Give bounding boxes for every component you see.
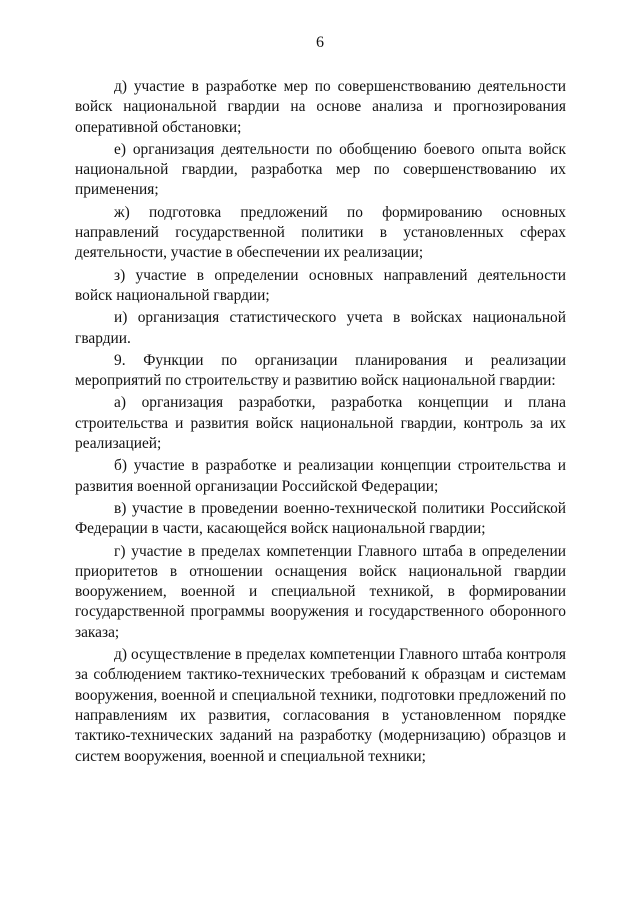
paragraph-item-d-2: д) осуществление в пределах компетенции Главного штаба контроля за соблюдением тактико-технических требований к образцам и системам вооружения, военной и специальной техники, подготовки предложений по направлениям их развития, согласования в установленном порядке тактико-технических заданий на разработку (модернизацию) образцов и систем вооружения, военной и специальной техники; [75, 646, 566, 765]
paragraph-item-i: и) организация статистического учета в войсках национальной гвардии. [75, 309, 566, 347]
paragraph-item-d: д) участие в разработке мер по совершенствованию деятельности войск национальной гвардии на основе анализа и прогнозирования оперативной обстановки; [75, 78, 566, 136]
paragraph-item-z: з) участие в определении основных направлений деятельности войск национальной гвардии; [75, 266, 566, 304]
paragraph-item-zh: ж) подготовка предложений по формированию основных направлений государственной политики в установленных сферах деятельности, участие в обеспечении их реализации; [75, 203, 566, 262]
paragraph-item-a: а) организация разработки, разработка концепции и плана строительства и развития войск национальной гвардии, контроль за их реализацией; [75, 394, 566, 453]
paragraph-item-v: в) участие в проведении военно-технической политики Российской Федерации в части, касающейся войск национальной гвардии; [75, 499, 566, 538]
section-9-heading: 9. Функции по организации планирования и реализации мероприятий по строительству и развитию войск национальной гвардии: [75, 351, 566, 390]
page-number: 6 [316, 34, 324, 51]
paragraph-item-e: е) организация деятельности по обобщению боевого опыта войск национальной гвардии, разработка мер по совершенствованию их применения; [75, 140, 566, 199]
document-body [75, 77, 566, 769]
paragraph-item-g: г) участие в пределах компетенции Главного штаба в определении приоритетов в отношении оснащения войск национальной гвардии вооружением, военной и специальной техникой, в формировании государственной программы вооружения и государственного оборонного заказа; [75, 542, 566, 641]
paragraph-item-b: б) участие в разработке и реализации концепции строительства и развития военной организации Российской Федерации; [75, 457, 566, 495]
